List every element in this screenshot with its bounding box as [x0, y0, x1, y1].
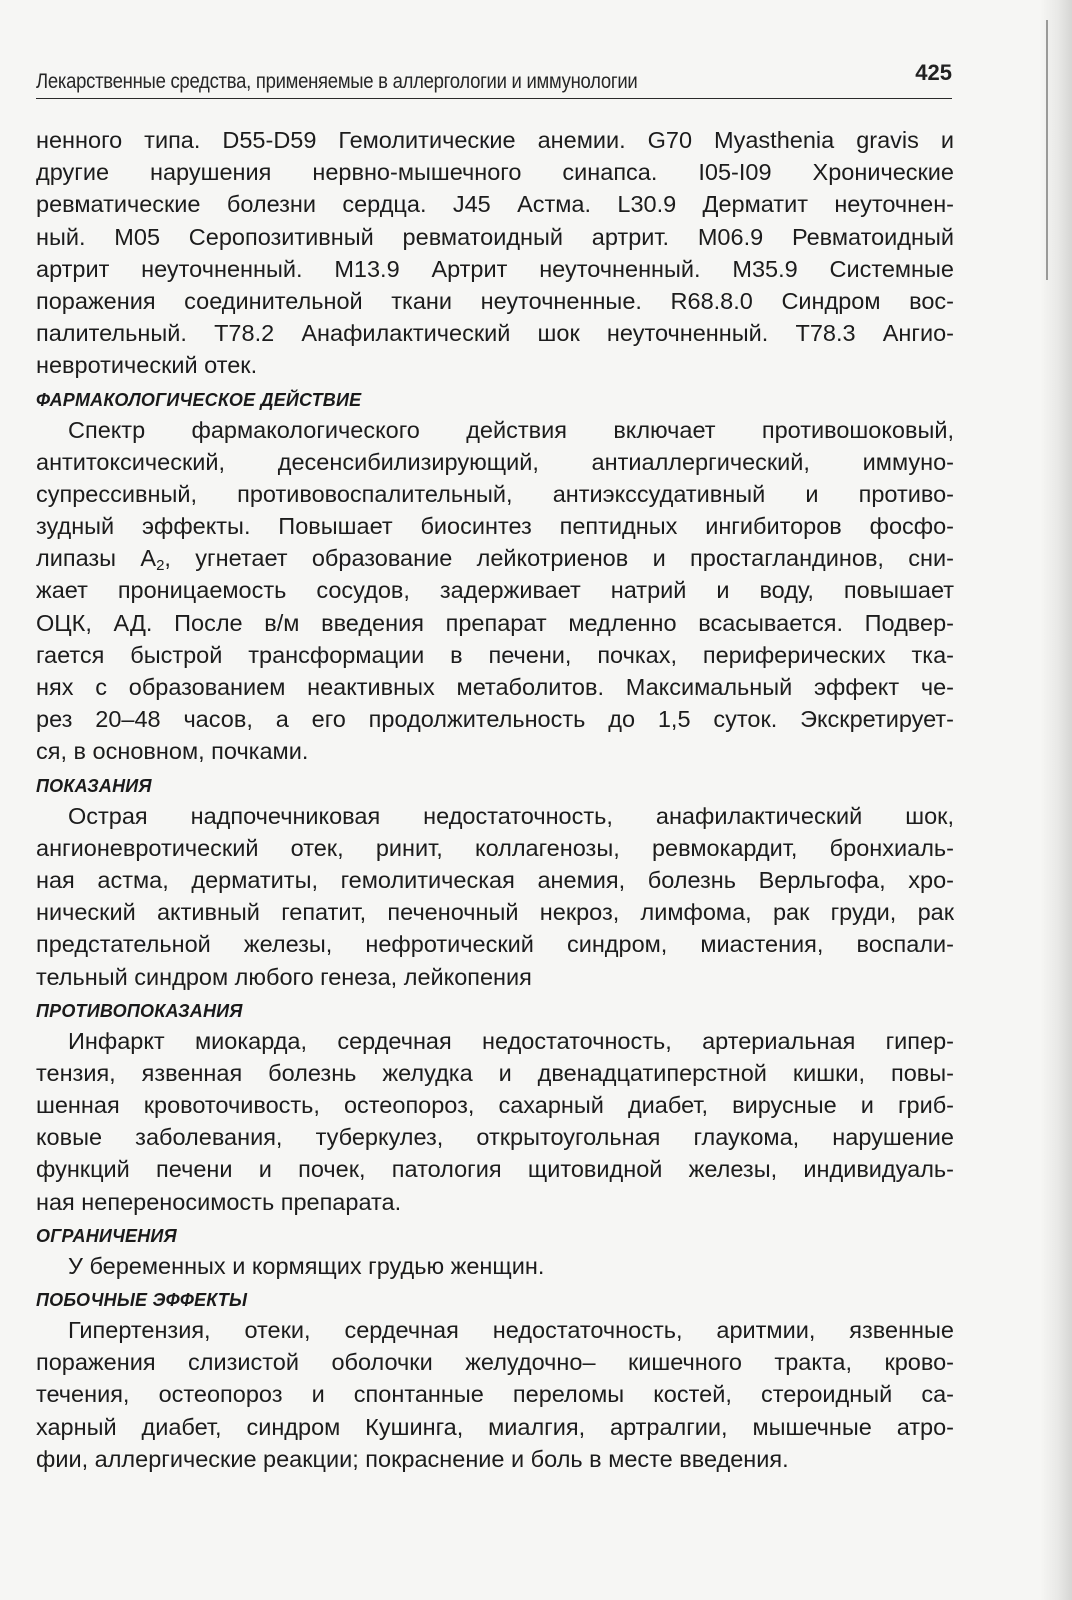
pharmacology-paragraph [36, 414, 954, 768]
text-line: функций печени и почек, патология щитовидной железы, индивидуаль- [36, 1156, 954, 1183]
text-line: харный диабет, синдром Кушинга, миалгия, артралгии, мышечные атро- [36, 1413, 954, 1440]
page-number: 425 [915, 60, 952, 85]
text-line: поражения соединительной ткани неуточненные. R68.8.0 Синдром вос- [36, 287, 954, 314]
text-line: Спектр фармакологического действия включает противошоковый, [68, 416, 954, 443]
text-line: рез 20–48 часов, а его продолжительность до 1,5 суток. Экскретирует- [36, 706, 954, 733]
text-line: У беременных и кормящих грудью женщин. [68, 1252, 545, 1279]
contraindications-paragraph [36, 1025, 954, 1218]
text-fragment: липазы A [36, 545, 157, 572]
text-line: ревматические болезни сердца. J45 Астма. L30.9 Дерматит неуточнен- [36, 191, 954, 218]
section-heading-side-effects: ПОБОЧНЫЕ ЭФФЕКТЫ [36, 1290, 248, 1310]
text-line: поражения слизистой оболочки желудочно– кишечного тракта, крово- [36, 1349, 954, 1376]
running-header [36, 58, 952, 99]
intro-paragraph [36, 124, 954, 382]
text-line: ная непереносимость препарата. [36, 1188, 402, 1215]
section-heading-indications: ПОКАЗАНИЯ [36, 775, 152, 796]
section-heading-limitations: ОГРАНИЧЕНИЯ [36, 1225, 177, 1246]
text-line: фии, аллергические реакции; покраснение и боль в месте введения. [36, 1445, 789, 1472]
text-line: шенная кровоточивость, остеопороз, сахарный диабет, вирусные и гриб- [36, 1092, 954, 1119]
text-line: супрессивный, противовоспалительный, антиэкссудативный и противо- [36, 480, 954, 507]
limitations-paragraph [36, 1250, 954, 1282]
text-line: течения, остеопороз и спонтанные переломы костей, стероидный са- [36, 1381, 954, 1408]
side-effects-paragraph [36, 1314, 954, 1475]
running-title: Лекарственные средства, применяемые в аллергологии и иммунологии [36, 70, 638, 93]
text-line: ковые заболевания, туберкулез, открытоугольная глаукома, нарушение [36, 1124, 954, 1151]
text-line: ОЦК, АД. После в/м введения препарат медленно всасывается. Подвер- [36, 609, 954, 636]
text-line: нях с образованием неактивных метаболитов. Максимальный эффект че- [36, 674, 954, 700]
text-line: зудный эффекты. Повышает биосинтез пептидных ингибиторов фосфо- [36, 513, 954, 540]
text-body [36, 124, 954, 1475]
text-line: ный. M05 Серопозитивный ревматоидный артрит. M06.9 Ревматоидный [36, 223, 954, 250]
text-line: невротический отек. [36, 352, 258, 379]
subscript: 2 [156, 557, 165, 575]
text-line: тензия, язвенная болезнь желудка и двенадцатиперстной кишки, повы- [36, 1059, 954, 1086]
indications-paragraph [36, 800, 954, 993]
text-line: антитоксический, десенсибилизирующий, антиаллергический, иммуно- [36, 448, 954, 475]
text-line: ненного типа. D55-D59 Гемолитические анемии. G70 Myasthenia gravis и [36, 127, 954, 153]
text-line: жает проницаемость сосудов, задерживает натрий и воду, повышает [36, 577, 954, 604]
text-line: артрит неуточненный. M13.9 Артрит неуточненный. M35.9 Системные [36, 255, 954, 282]
text-line: гается быстрой трансформации в печени, почках, периферических тка- [36, 641, 954, 668]
text-line: ся, в основном, почками. [36, 738, 309, 765]
text-line: ная астма, дерматиты, гемолитическая анемия, болезнь Верльгофа, хро- [36, 866, 954, 893]
text-line: тельный синдром любого генеза, лейкопения [36, 963, 532, 990]
section-heading-contraindications: ПРОТИВОПОКАЗАНИЯ [36, 1000, 243, 1021]
text-line: предстательной железы, нефротический синдром, миастения, воспали- [36, 931, 954, 958]
text-line: Инфаркт миокарда, сердечная недостаточность, артериальная гипер- [68, 1027, 954, 1054]
page-edge-shadow [1040, 0, 1072, 1600]
section-heading-pharmacology: ФАРМАКОЛОГИЧЕСКОЕ ДЕЙСТВИЕ [36, 389, 362, 410]
text-line: Гипертензия, отеки, сердечная недостаточность, аритмии, язвенные [68, 1317, 954, 1343]
text-line: нический активный гепатит, печеночный некроз, лимфома, рак груди, рак [36, 899, 954, 926]
text-line: палительный. T78.2 Анафилактический шок неуточненный. T78.3 Ангио- [36, 320, 954, 347]
text-fragment: , угнетает образование лейкотриенов и простагландинов, сни- [164, 545, 954, 572]
text-line: другие нарушения нервно-мышечного синапса. I05-I09 Хронические [36, 159, 954, 186]
text-line-with-subscript [36, 542, 954, 574]
text-line: Острая надпочечниковая недостаточность, анафилактический шок, [68, 802, 954, 829]
page-edge-line [1046, 20, 1048, 280]
text-line: ангионевротический отек, ринит, коллагенозы, ревмокардит, бронхиаль- [36, 834, 954, 861]
